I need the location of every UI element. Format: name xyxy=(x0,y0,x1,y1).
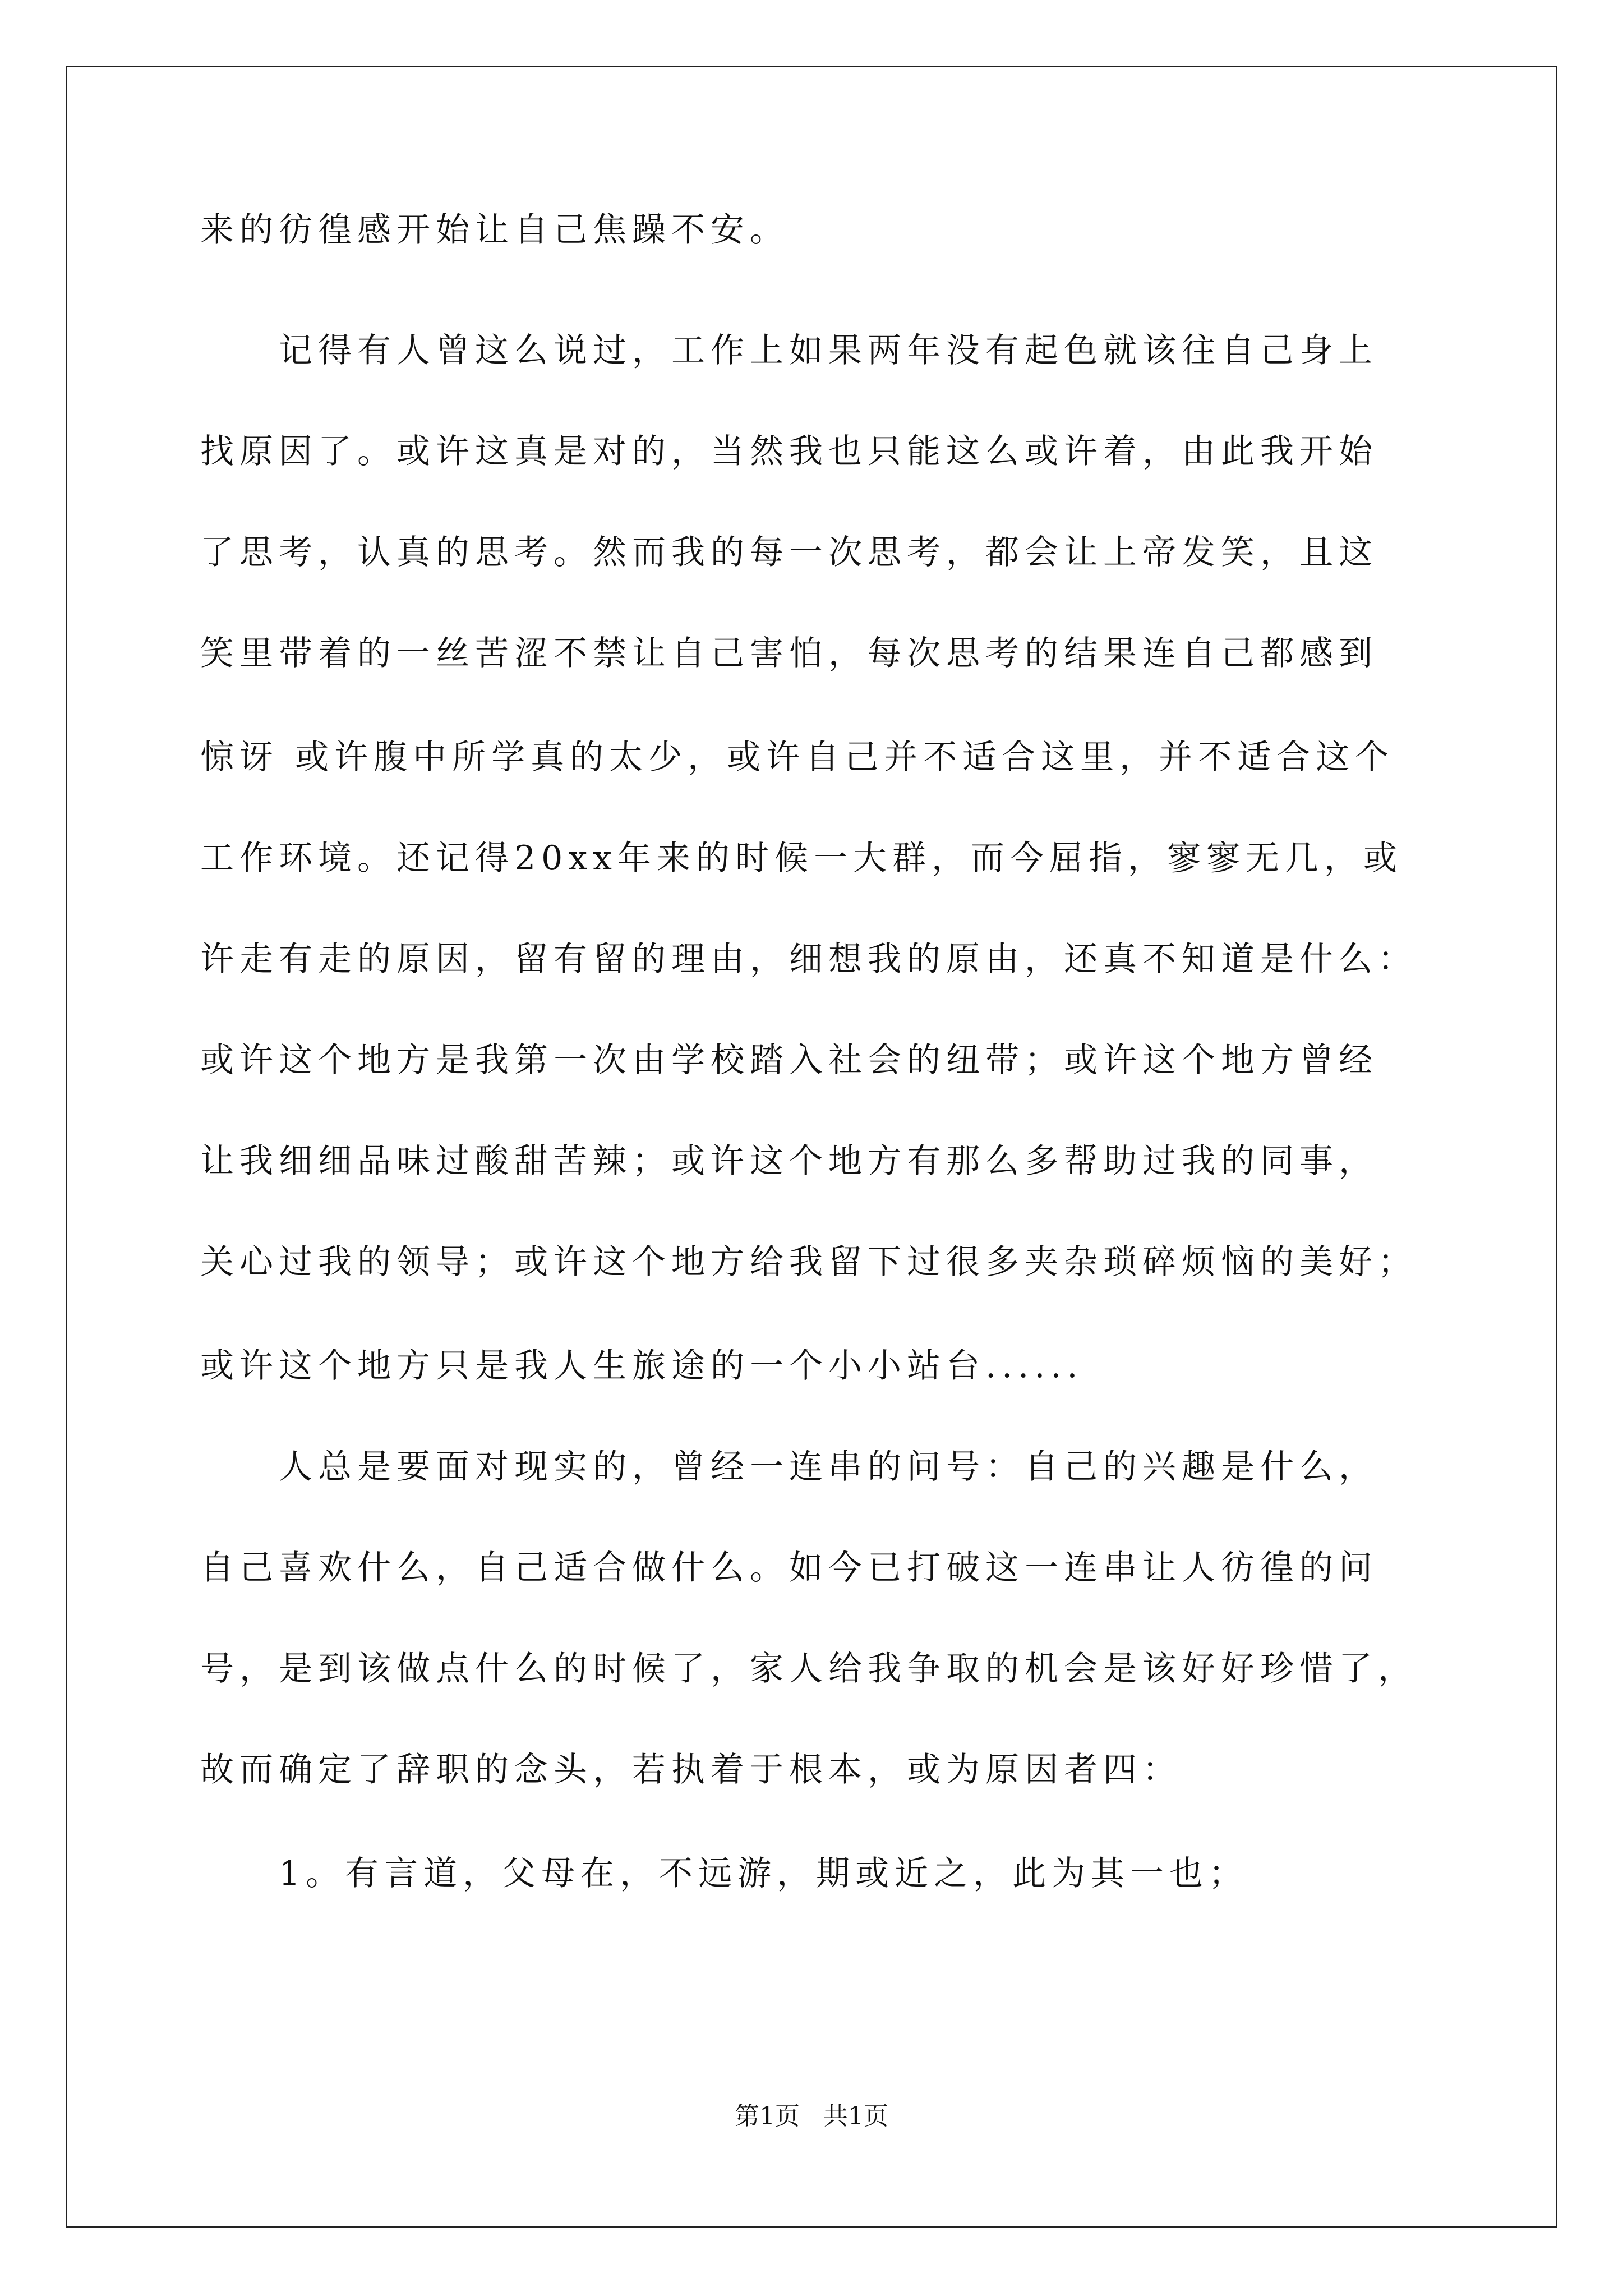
list-item: 1。有言道，父母在，不远游，期或近之，此为其一也； xyxy=(279,1854,1248,1893)
paragraph-first-line: 记得有人曾这么说过，工作上如果两年没有起色就该往自己身上 xyxy=(279,331,1378,370)
text-line: 来的彷徨感开始让自己焦躁不安。 xyxy=(200,210,789,250)
text-line: 工作环境。还记得20xx年来的时候一大群，而今屈指，寥寥无几，或 xyxy=(200,839,1403,878)
text-line: 许走有走的原因，留有留的理由，细想我的原由，还真不知道是什么： xyxy=(200,940,1417,979)
text-line: 或许这个地方只是我人生旅途的一个小小站台...... xyxy=(200,1346,1083,1386)
paragraph-first-line: 人总是要面对现实的，曾经一连串的问号：自己的兴趣是什么， xyxy=(279,1447,1378,1487)
text-line: 找原因了。或许这真是对的，当然我也只能这么或许着，由此我开始 xyxy=(200,432,1378,471)
text-line: 笑里带着的一丝苦涩不禁让自己害怕，每次思考的结果连自己都感到 xyxy=(200,634,1378,673)
text-line: 关心过我的领导；或许这个地方给我留下过很多夹杂琐碎烦恼的美好； xyxy=(200,1243,1417,1282)
text-line: 或许这个地方是我第一次由学校踏入社会的纽带；或许这个地方曾经 xyxy=(200,1041,1378,1080)
text-line: 惊讶 或许腹中所学真的太少，或许自己并不适合这里，并不适合这个 xyxy=(200,738,1395,777)
text-line: 让我细细品味过酸甜苦辣；或许这个地方有那么多帮助过我的同事， xyxy=(200,1142,1378,1181)
text-line: 故而确定了辞职的念头，若执着于根本，或为原因者四： xyxy=(200,1750,1182,1789)
text-line: 了思考，认真的思考。然而我的每一次思考，都会让上帝发笑，且这 xyxy=(200,533,1378,572)
text-line: 号，是到该做点什么的时候了，家人给我争取的机会是该好好珍惜了， xyxy=(200,1649,1417,1688)
text-line: 自己喜欢什么，自己适合做什么。如今已打破这一连串让人彷徨的问 xyxy=(200,1548,1378,1588)
page-number-footer: 第1页 共1页 xyxy=(735,2102,888,2131)
